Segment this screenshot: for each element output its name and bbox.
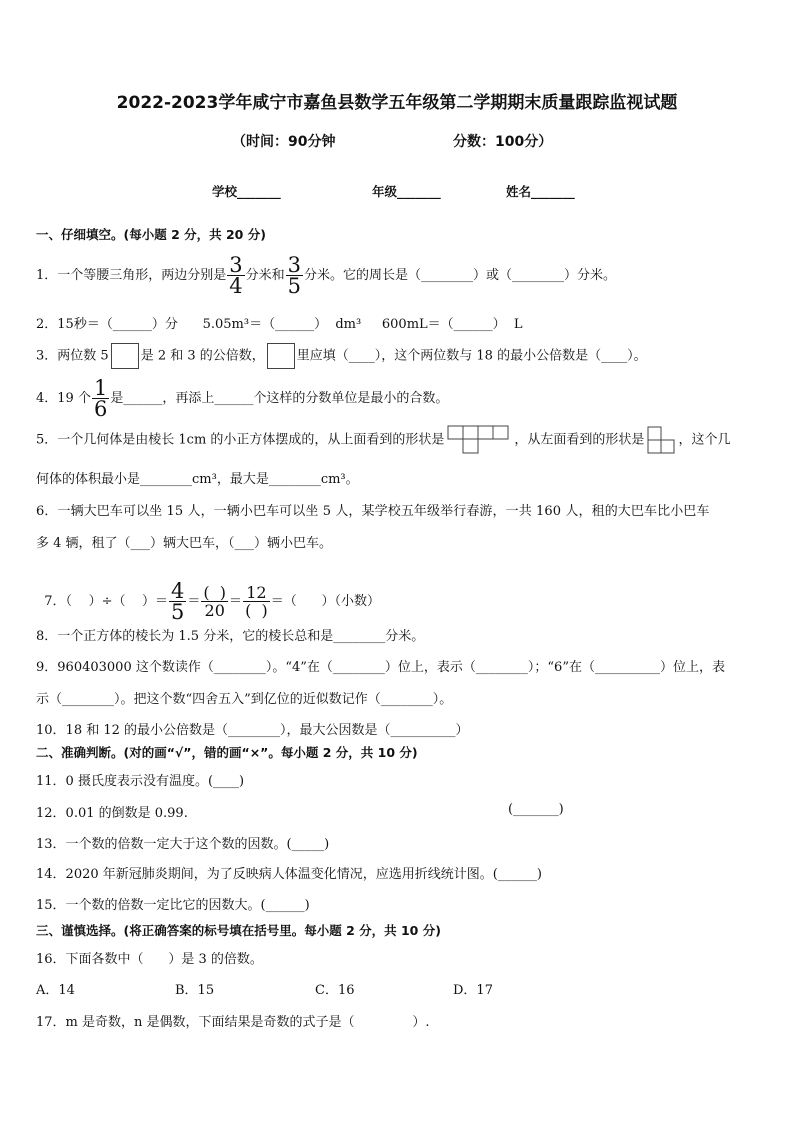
q1-mid: 分米和 — [245, 268, 285, 283]
blank-box — [111, 343, 139, 369]
q7-suffix: ＝（ ）（小数） — [270, 594, 381, 609]
question-11: 11．0 摄氏度表示没有温度。(____) — [36, 774, 245, 789]
fraction-blank-20: $\frac{( )}{20}$ — [203, 583, 227, 620]
question-9-line2: 示（________）。把这个数“四舍五入”到亿位的近似数记作（________）。 — [36, 692, 453, 707]
fraction-4-5: $\frac{4}{5}$ — [171, 579, 185, 624]
school-field: 学校_______ — [212, 184, 281, 199]
q1-prefix: 1．一个等腰三角形，两边分别是 — [36, 268, 227, 283]
q4-suffix: 是______，再添上______个这样的分数单位是最小的合数。 — [110, 391, 449, 406]
question-16: 16．下面各数中（ ）是 3 的倍数。 — [36, 952, 263, 967]
page-title: 2022-2023学年咸宁市嘉鱼县数学五年级第二学期期末质量跟踪监视试题 — [116, 93, 678, 113]
q1-suffix: 分米。它的周长是（________）或（________）分米。 — [304, 268, 617, 283]
section-1-heading: 一、仔细填空。(每小题 2 分，共 20 分) — [36, 227, 266, 242]
section-2-heading: 二、准确判断。(对的画“√”，错的画“×”。每小题 2 分，共 10 分) — [36, 745, 418, 760]
question-2: 2．15秒＝（______）分 5.05m³＝（______） dm³ 600mL＝（______） L — [36, 317, 523, 332]
q3-part2: 是 2 和 3 的公倍数， — [140, 348, 265, 364]
blank-box — [267, 343, 295, 369]
q16-option-d: D．17 — [453, 983, 493, 998]
q7-eq1: ＝ — [187, 594, 201, 609]
q5-text-c: ，这个几 — [678, 432, 731, 448]
question-3 — [36, 343, 647, 369]
q3-part1: 3．两位数 5 — [36, 348, 109, 364]
question-10: 10．18 和 12 的最小公倍数是（________），最大公因数是（__________） — [36, 723, 469, 738]
question-8: 8．一个正方体的棱长为 1.5 分米，它的棱长总和是________分米。 — [36, 629, 425, 644]
question-9-line1: 9．960403000 这个数读作（________）。“4”在（________）位上，表示（________）；“6”在（__________）位上，表 — [36, 660, 725, 675]
top-view-shape-icon — [447, 425, 511, 455]
grade-field: 年级_______ — [372, 184, 441, 199]
question-12: 12．0.01 的倒数是 0.99. — [36, 806, 188, 821]
q5-text-b: ，从左面看到的形状是 — [514, 432, 645, 448]
question-7 — [36, 566, 380, 622]
fraction-3-5: $\frac{3}{5}$ — [287, 253, 302, 298]
question-12-answer-blank: (_______) — [508, 802, 564, 817]
q3-part3: 里应填（____），这个两位数与 18 的最小公倍数是（____）。 — [296, 348, 647, 364]
question-13: 13．一个数的倍数一定大于这个数的因数。(_____) — [36, 837, 330, 852]
fraction-3-4: $\frac{3}{4}$ — [229, 253, 243, 298]
fraction-12-blank: $\frac{12}{( )}$ — [245, 583, 268, 620]
q16-option-b: B．15 — [175, 983, 215, 998]
q4-prefix: 4．19 个 — [36, 391, 91, 406]
name-field: 姓名_______ — [506, 184, 575, 199]
question-17: 17．m 是奇数，n 是偶数，下面结果是奇数的式子是（ ）. — [36, 1015, 430, 1030]
q16-option-c: C．16 — [315, 983, 355, 998]
question-1 — [36, 255, 616, 296]
question-6-line2: 多 4 辆，租了（___）辆大巴车，（___）辆小巴车。 — [36, 536, 333, 551]
q7-eq2: ＝ — [229, 594, 243, 609]
question-5-line1 — [36, 425, 730, 455]
left-view-shape-icon — [647, 426, 675, 454]
question-14: 14．2020 年新冠肺炎期间，为了反映病人体温变化情况，应选用折线统计图。(______) — [36, 867, 542, 882]
section-3-heading: 三、谨慎选择。(将正确答案的标号填在括号里。每小题 2 分，共 10 分) — [36, 923, 441, 938]
exam-score: 分数：100分） — [453, 134, 553, 150]
question-5-line2: 何体的体积最小是________cm³，最大是________cm³。 — [36, 472, 359, 487]
q5-text-a: 5．一个几何体是由棱长 1cm 的小正方体摆成的，从上面看到的形状是 — [36, 432, 445, 448]
question-4 — [36, 378, 448, 419]
fraction-1-6: $\frac{1}{6}$ — [93, 376, 108, 421]
q16-option-a: A．14 — [36, 983, 75, 998]
q7-prefix: 7．（ ）÷（ ）＝ — [44, 594, 168, 609]
question-15: 15．一个数的倍数一定比它的因数大。(______) — [36, 898, 310, 913]
exam-time: （时间：90分钟 — [232, 134, 336, 150]
question-6-line1: 6．一辆大巴车可以坐 15 人，一辆小巴车可以坐 5 人，某学校五年级举行春游，一共 160 人，租的大巴车比小巴车 — [36, 504, 710, 519]
